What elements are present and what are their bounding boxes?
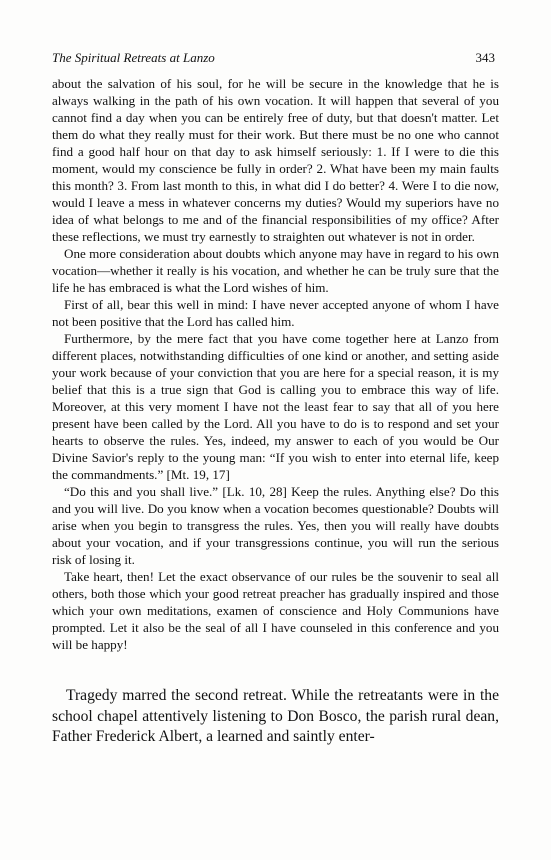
conference-text <box>52 75 499 653</box>
conference-paragraph: about the salvation of his soul, for he will be secure in the knowledge that he is always walking in the path of his own vocation. It will happen that several of you cannot find a day when you can be entirely free of duty, but that doesn't matter. Let them do what they really must for their work. But there must be no one who cannot find a good half hour on that day to ask himself seriously: 1. If I were to die this moment, would my conscience be fully in order? 2. What have been my main faults this month? 3. From last month to this, in what did I do better? 4. Were I to die now, would I leave a mess in whatever concerns my duties? Would my superiors have no idea of what belongs to me and of the financial responsibilities of my office? After these reflections, we must try earnestly to straighten out whatever is not in order. <box>52 76 499 244</box>
conference-paragraph: “Do this and you shall live.” [Lk. 10, 28] Keep the rules. Anything else? Do this and you will live. Do you know when a vocation becomes questionable? Doubts will arise when you begin to transgress the rules. Yes, then you will really have doubts about your vocation, and if your transgressions continue, you will run the serious risk of losing it. <box>52 484 499 567</box>
page-header <box>52 50 499 68</box>
conference-paragraph: Furthermore, by the mere fact that you have come together here at Lanzo from different places, notwithstanding difficulties of one kind or another, and setting aside your work because of your conviction that you are here for a special reason, it is my belief that this is a true sign that God is calling you to embrace this way of life. Moreover, at this very moment I have not the least fear to say that all of you here present have been called by the Lord. All you have to do is to respond and set your hearts to observe the rules. Yes, indeed, my answer to each of you would be Our Divine Savior's reply to the young man: “If you wish to enter into eternal life, keep the commandments.” [Mt. 19, 17] <box>52 331 499 482</box>
page-number: 343 <box>475 50 495 65</box>
narrative-text <box>52 686 499 748</box>
conference-paragraph: One more consideration about doubts which anyone may have in regard to his own vocation—whether it really is his vocation, and whether he can be truly sure that the life he has embraced is what the Lord wishes of him. <box>52 246 499 295</box>
narrative-paragraph: Tragedy marred the second retreat. While the retreatants were in the school chapel attentively listening to Don Bosco, the parish rural dean, Father Frederick Albert, a learned and saintly enter- <box>52 687 499 745</box>
conference-paragraph: First of all, bear this well in mind: I have never accepted anyone of whom I have not been positive that the Lord has called him. <box>52 297 499 329</box>
conference-paragraph: Take heart, then! Let the exact observance of our rules be the souvenir to seal all others, both those which your good retreat preacher has gradually inspired and those which your own meditations, examen of conscience and Holy Communions have prompted. Let it also be the seal of all I have counseled in this conference and you will be happy! <box>52 569 499 652</box>
running-title: The Spiritual Retreats at Lanzo <box>52 50 215 65</box>
